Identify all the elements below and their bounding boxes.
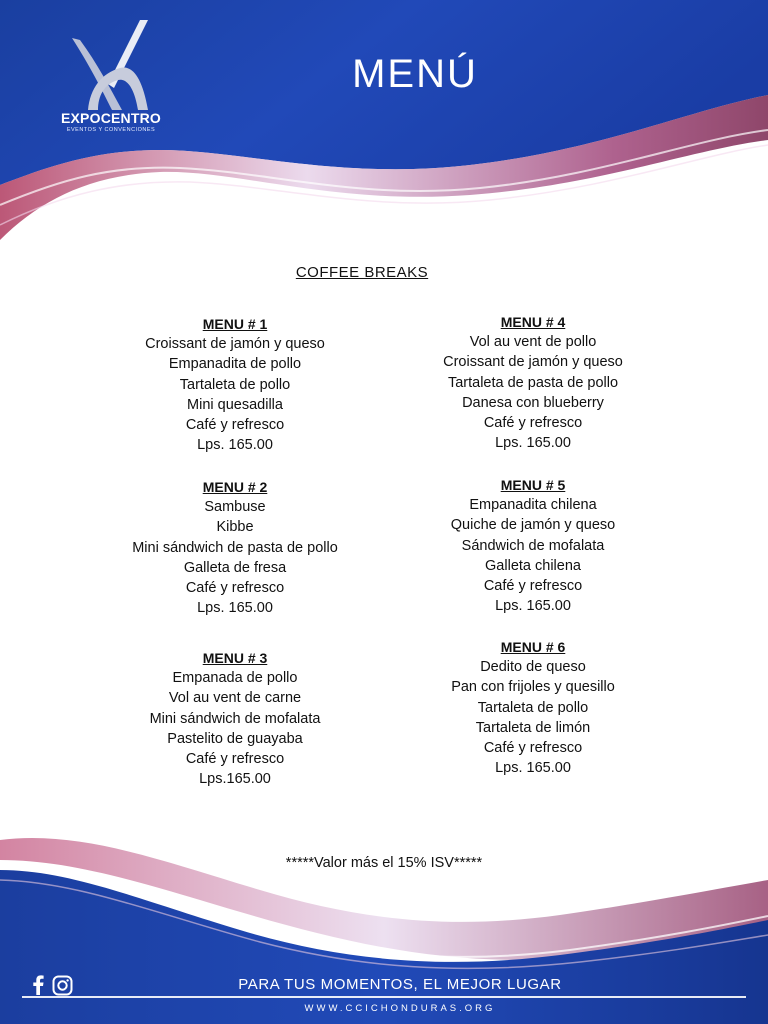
menu-item: Croissant de jamón y queso bbox=[145, 336, 325, 352]
menu-item: Café y refresco bbox=[185, 417, 285, 434]
footer-slogan: PARA TUS MOMENTOS, EL MEJOR LUGAR bbox=[238, 976, 562, 993]
menu-price: Lps. 165.00 bbox=[197, 600, 273, 617]
tax-note: *****Valor más el 15% ISV***** bbox=[285, 855, 483, 871]
menu-item: Sambuse bbox=[204, 499, 266, 515]
menu-price: Lps. 165.00 bbox=[197, 437, 273, 454]
menu-item: Pastelito de guayaba bbox=[167, 730, 303, 747]
section-title: COFFEE BREAKS bbox=[295, 264, 429, 281]
menu-item: Dedito de queso bbox=[480, 659, 586, 675]
logo-name: EXPOCENTRO bbox=[60, 110, 161, 126]
menu-heading: MENU # 6 bbox=[500, 639, 566, 655]
menu-block-3 bbox=[85, 648, 385, 790]
menu-item: Galleta chilena bbox=[485, 557, 581, 574]
menu-block-6 bbox=[383, 637, 683, 779]
menu-item: Café y refresco bbox=[185, 751, 285, 768]
menu-item: Kibbe bbox=[216, 519, 254, 536]
menu-item: Croissant de jamón y queso bbox=[443, 354, 623, 371]
footer-website-link[interactable]: WWW.CCICHONDURAS.ORG bbox=[304, 1003, 496, 1014]
menu-item: Café y refresco bbox=[483, 740, 583, 757]
menu-block-2 bbox=[85, 477, 385, 619]
menu-item: Galleta de fresa bbox=[183, 559, 287, 576]
menu-block-5 bbox=[383, 475, 683, 617]
menu-item: Café y refresco bbox=[483, 415, 583, 432]
menu-item: Pan con frijoles y quesillo bbox=[451, 679, 615, 696]
menu-item: Tartaleta de pollo bbox=[477, 699, 589, 716]
menu-block-4 bbox=[383, 312, 683, 454]
menu-heading: MENU # 5 bbox=[500, 477, 566, 493]
footer-divider bbox=[22, 996, 746, 998]
menu-price: Lps. 165.00 bbox=[495, 760, 571, 777]
menu-item: Café y refresco bbox=[185, 580, 285, 597]
menu-item: Vol au vent de pollo bbox=[469, 334, 597, 350]
menu-item: Empanada de pollo bbox=[172, 670, 298, 686]
facebook-icon[interactable] bbox=[32, 975, 44, 995]
menu-item: Danesa con blueberry bbox=[462, 394, 604, 411]
menu-item: Mini quesadilla bbox=[187, 396, 283, 413]
menu-item: Tartaleta de pasta de pollo bbox=[447, 374, 619, 391]
instagram-icon[interactable] bbox=[52, 975, 73, 996]
menu-item: Quiche de jamón y queso bbox=[450, 517, 616, 534]
footer-background bbox=[0, 820, 768, 1024]
menu-price: Lps. 165.00 bbox=[495, 435, 571, 452]
menu-price: Lps.165.00 bbox=[199, 771, 271, 788]
menu-item: Mini sándwich de mofalata bbox=[149, 710, 321, 727]
menu-item: Tartaleta de limón bbox=[475, 719, 591, 736]
menu-heading: MENU # 3 bbox=[202, 650, 268, 666]
page-title: MENÚ bbox=[352, 52, 478, 96]
menu-heading: MENU # 4 bbox=[500, 314, 566, 330]
menu-item: Café y refresco bbox=[483, 578, 583, 595]
logo-subtitle: EVENTOS Y CONVENCIONES bbox=[66, 127, 156, 133]
menu-item: Vol au vent de carne bbox=[168, 690, 302, 707]
menu-block-1 bbox=[85, 314, 385, 456]
menu-item: Empanadita chilena bbox=[469, 497, 597, 513]
menu-heading: MENU # 1 bbox=[202, 316, 268, 332]
menu-price: Lps. 165.00 bbox=[495, 598, 571, 615]
menu-heading: MENU # 2 bbox=[202, 479, 268, 495]
menu-item: Sándwich de mofalata bbox=[461, 537, 605, 554]
menu-item: Tartaleta de pollo bbox=[179, 376, 291, 393]
menu-item: Empanadita de pollo bbox=[168, 356, 302, 373]
menu-item: Mini sándwich de pasta de pollo bbox=[132, 539, 338, 556]
